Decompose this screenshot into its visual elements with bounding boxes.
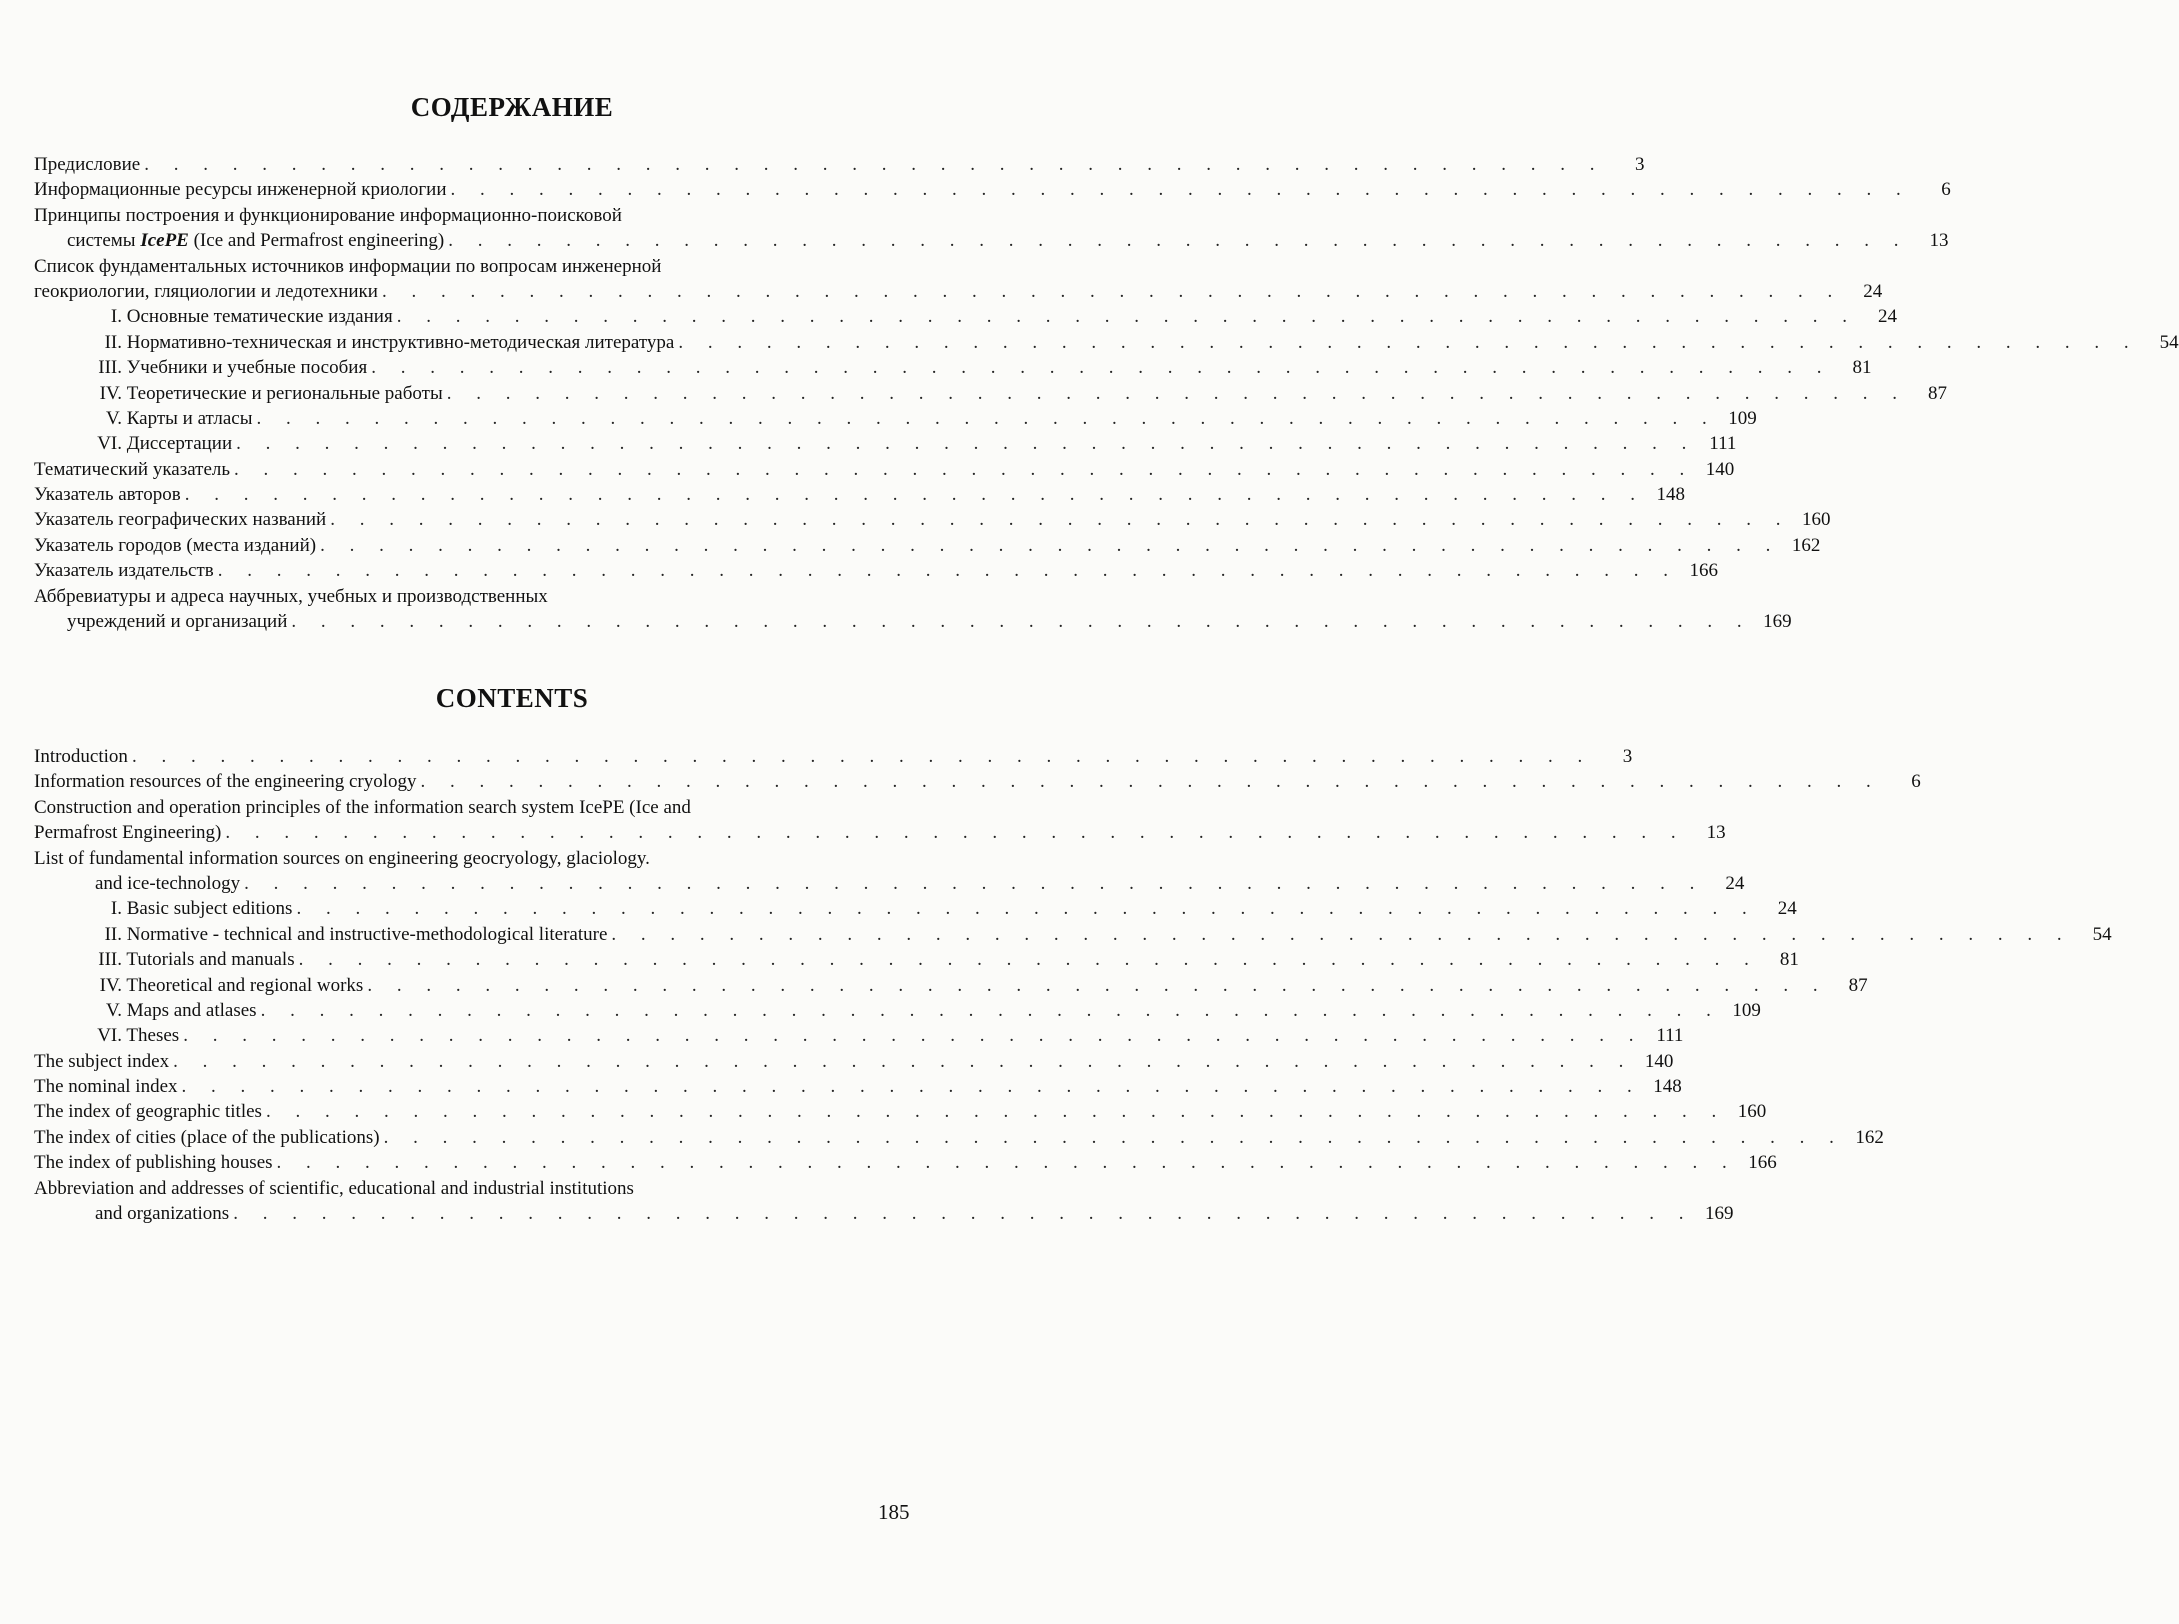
toc-entry-text: Учебники и учебные пособия [126,357,368,379]
toc-entry [34,1049,1674,1074]
toc-entry-text: Основные тематические издания [126,306,393,328]
toc-entry-title: List of fundamental information sources on engineering geocryology, glaciology. [34,847,650,869]
toc-entry-page: 24 [1725,872,1745,894]
toc-entry-page: 24 [1863,280,1883,302]
toc-entry [34,355,1872,380]
toc-entry-text: Theoretical and regional works [126,974,364,996]
toc-entry-page: 169 [1763,611,1792,633]
dot-leader: . . . . . . . . . . . . . . . . . . . . . . . . . . . . . . . . . . . . . . . . . . . . . . . . . . [298,949,1759,971]
dot-leader: . . . . . . . . . . . . . . . . . . . . . . . . . . . . . . . . . . . . . . . . . . . . . . . . . . [234,458,1695,480]
toc-entry-page: 109 [1728,407,1757,429]
toc-entry [34,1150,1777,1175]
dot-leader: . . . . . . . . . . . . . . . . . . . . . . . . . . . . . . . . . . . . . . . . . . . . . . . . . . [448,230,1909,252]
toc-entry-text: Теоретические и региональные работы [126,382,443,404]
toc-entry-page: 111 [1709,433,1737,455]
toc-entry-number: V. [105,999,122,1021]
toc-entry-title: The subject index [34,1050,170,1072]
toc-entry-title [95,431,232,456]
toc-entry [34,947,1799,972]
toc-entry-title: Тематический указатель [34,458,231,480]
toc-entry [34,177,1951,202]
dot-leader: . . . . . . . . . . . . . . . . . . . . . . . . . . . . . . . . . . . . . . . . . . . . . . . . . . [265,1101,1727,1123]
toc-entry-title [95,998,257,1023]
toc-entry-page: 6 [1941,179,1951,201]
toc-entry [34,558,1719,583]
dot-leader: . . . . . . . . . . . . . . . . . . . . . . . . . . . . . . . . . . . . . . . . . . . . . . . . . . [233,1203,1694,1225]
toc-entry-number: II. [104,331,122,353]
toc-entry [34,279,1883,304]
toc-entry-page: 160 [1737,1101,1767,1123]
toc-entry-title [95,330,674,355]
toc-entry [34,922,2112,947]
toc-entry [34,769,1921,794]
dot-leader: . . . . . . . . . . . . . . . . . . . . . . . . . . . . . . . . . . . . . . . . . . . . . . . . . . [256,407,1717,429]
toc-entry-title: системы IcePE (Ice and Permafrost engineering) [67,230,445,252]
dot-leader: . . . . . . . . . . . . . . . . . . . . . . . . . . . . . . . . . . . . . . . . . . . . . . . . . . [381,280,1843,302]
toc-entry-title [95,355,367,380]
table-of-contents-russian [34,152,2179,634]
dot-leader: . . . . . . . . . . . . . . . . . . . . . . . . . . . . . . . . . . . . . . . . . . . . . . . . . . [244,872,1705,894]
toc-entry [34,203,894,228]
dot-leader: . . . . . . . . . . . . . . . . . . . . . . . . . . . . . . . . . . . . . . . . . . . . . . . . . . [296,898,1757,920]
toc-entry-title [95,947,295,972]
toc-entry-title: Информационные ресурсы инженерной криологии [34,179,447,201]
dot-leader: . . . . . . . . . . . . . . . . . . . . . . . . . . . . . . . . . . . . . . . . . . . . . . . . . . [260,999,1721,1021]
toc-entry-page: 140 [1705,458,1735,480]
toc-entry [34,1176,894,1201]
toc-entry [34,1099,1767,1124]
contents-title-russian: СОДЕРЖАНИЕ [410,92,614,122]
toc-entry-number: I. [110,306,122,328]
toc-entry-title: Аббревиатуры и адреса научных, учебных и производственных [34,585,548,607]
toc-entry [34,1201,1734,1226]
toc-entry-number: VI. [97,1025,122,1047]
toc-entry-page: 54 [2092,923,2112,945]
dot-leader: . . . . . . . . . . . . . . . . . . . . . . . . . . . . . . . . . . . . . . . . . . . . . . . . . . [367,974,1828,996]
toc-entry [34,431,1737,456]
toc-entry-title: Construction and operation principles of the information search system IcePE (Ice and [34,796,691,818]
toc-entry-number: VI. [97,433,122,455]
toc-entry [34,973,1868,998]
toc-entry [34,533,1821,558]
toc-entry-number: II. [104,923,122,945]
toc-entry [34,1125,1884,1150]
toc-entry-title: Список фундаментальных источников информации по вопросам инженерной [34,255,662,277]
toc-entry-page: 3 [1634,154,1645,175]
toc-entry-title: The index of publishing houses [34,1152,273,1174]
toc-entry-page: 87 [1848,974,1868,996]
toc-entry-page: 162 [1791,534,1821,556]
toc-entry-title: Permafrost Engineering) [34,822,222,844]
toc-entry-page: 162 [1855,1126,1884,1148]
toc-entry-title: Принципы построения и функционирование информационно-поисковой [34,204,622,226]
dot-leader: . . . . . . . . . . . . . . . . . . . . . . . . . . . . . . . . . . . . . . . . . . . . . . . . . . [144,154,1605,175]
dot-leader: . . . . . . . . . . . . . . . . . . . . . . . . . . . . . . . . . . . . . . . . . . . . . . . . . . [236,433,1697,455]
toc-entry-page: 54 [2159,331,2179,353]
toc-entry-page: 169 [1704,1203,1734,1225]
dot-leader: . . . . . . . . . . . . . . . . . . . . . . . . . . . . . . . . . . . . . . . . . . . . . . . . . . [611,923,2072,945]
toc-entry-number: I. [110,898,122,920]
toc-entry-page: 13 [1929,230,1949,252]
toc-entry-title [95,973,363,998]
toc-entry-title [95,1023,179,1048]
toc-entry-title [95,406,252,431]
dot-leader: . . . . . . . . . . . . . . . . . . . . . . . . . . . . . . . . . . . . . . . . . . . . . . . . . . [678,331,2139,353]
dot-leader: . . . . . . . . . . . . . . . . . . . . . . . . . . . . . . . . . . . . . . . . . . . . . . . . . . [320,534,1781,556]
toc-entry-page: 24 [1777,898,1797,920]
dot-leader: . . . . . . . . . . . . . . . . . . . . . . . . . . . . . . . . . . . . . . . . . . . . . . . . . . [184,484,1645,506]
toc-entry-title: and organizations [95,1203,230,1225]
toc-entry-title [95,381,443,406]
toc-entry [34,744,1633,769]
toc-entry-page: 140 [1644,1050,1674,1072]
toc-entry-title: Предисловие [34,154,141,175]
toc-entry [34,406,1757,431]
toc-entry [34,228,1949,253]
toc-entry-title: Указатель издательств [34,560,214,582]
toc-entry [34,846,894,871]
dot-leader: . . . . . . . . . . . . . . . . . . . . . . . . . . . . . . . . . . . . . . . . . . . . . . . . . . [225,822,1686,844]
dot-leader: . . . . . . . . . . . . . . . . . . . . . . . . . . . . . . . . . . . . . . . . . . . . . . . . . . [383,1126,1844,1148]
dot-leader: . . . . . . . . . . . . . . . . . . . . . . . . . . . . . . . . . . . . . . . . . . . . . . . . . . [291,611,1752,633]
toc-entry-page: 81 [1852,357,1872,379]
toc-entry-number: III. [98,357,122,379]
toc-entry [34,457,1735,482]
dot-leader: . . . . . . . . . . . . . . . . . . . . . . . . . . . . . . . . . . . . . . . . . . . . . . . . . . [183,1025,1644,1047]
toc-entry-number: IV. [99,974,122,996]
dot-leader: . . . . . . . . . . . . . . . . . . . . . . . . . . . . . . . . . . . . . . . . . . . . . . . . . . [330,509,1791,531]
page-number: 185 [878,1500,910,1524]
toc-entry-title: учреждений и организаций [67,611,288,633]
toc-entry-page: 111 [1656,1025,1684,1047]
toc-entry-text: Normative - technical and instructive-methodological literature [126,923,608,945]
toc-entry-text: Карты и атласы [126,407,253,429]
toc-entry-text: Tutorials and manuals [126,949,295,971]
toc-entry-title [95,304,393,329]
toc-entry-page: 81 [1779,949,1799,971]
toc-entry-title: The nominal index [34,1076,178,1098]
toc-entry [34,507,1831,532]
toc-entry [34,152,1645,177]
toc-entry-title: Указатель географических названий [34,509,327,531]
toc-entry-page: 166 [1748,1152,1777,1174]
toc-entry-page: 3 [1622,746,1633,767]
dot-leader: . . . . . . . . . . . . . . . . . . . . . . . . . . . . . . . . . . . . . . . . . . . . . . . . . . [173,1050,1634,1072]
toc-entry [34,482,1685,507]
toc-entry-number: V. [105,407,122,429]
dot-leader: . . . . . . . . . . . . . . . . . . . . . . . . . . . . . . . . . . . . . . . . . . . . . . . . . . [420,771,1881,793]
toc-entry-text: Theses [126,1025,180,1047]
toc-entry-page: 13 [1706,822,1726,844]
toc-entry-page: 148 [1653,1076,1682,1098]
toc-entry-page: 160 [1801,509,1831,531]
dot-leader: . . . . . . . . . . . . . . . . . . . . . . . . . . . . . . . . . . . . . . . . . . . . . . . . . . [181,1076,1642,1098]
toc-entry-title [95,922,607,947]
toc-entry-title: The index of geographic titles [34,1101,262,1123]
toc-entry [34,896,1797,921]
toc-entry [34,381,1947,406]
toc-entry-title: Abbreviation and addresses of scientific, educational and industrial institutions [34,1177,634,1199]
toc-entry-page: 6 [1911,771,1921,793]
toc-entry-title: and ice-technology [95,872,241,894]
toc-entry-title: Introduction [34,746,128,767]
toc-entry-page: 166 [1689,560,1719,582]
dot-leader: . . . . . . . . . . . . . . . . . . . . . . . . . . . . . . . . . . . . . . . . . . . . . . . . . . [371,357,1832,379]
toc-entry-title [95,896,292,921]
toc-entry-text: Basic subject editions [126,898,293,920]
toc-entry-page: 109 [1732,999,1761,1021]
toc-entry [34,795,894,820]
toc-entry-number: III. [98,949,122,971]
toc-entry [34,998,1761,1023]
toc-entry [34,609,1792,634]
contents-title-english: CONTENTS [435,683,589,713]
toc-entry-title: The index of cities (place of the publications) [34,1126,380,1148]
toc-entry [34,584,894,609]
toc-entry [34,254,894,279]
dot-leader: . . . . . . . . . . . . . . . . . . . . . . . . . . . . . . . . . . . . . . . . . . . . . . . . . . [450,179,1911,201]
toc-entry-page: 87 [1927,382,1947,404]
toc-entry-text: Диссертации [126,433,233,455]
toc-entry [34,1074,1682,1099]
toc-entry-title: Information resources of the engineering cryology [34,771,417,793]
toc-entry-text: Maps and atlases [126,999,257,1021]
toc-entry-text: Нормативно-техническая и инструктивно-методическая литература [126,331,675,353]
toc-entry [34,820,1726,845]
toc-entry-number: IV. [99,382,122,404]
toc-entry [34,1023,1684,1048]
dot-leader: . . . . . . . . . . . . . . . . . . . . . . . . . . . . . . . . . . . . . . . . . . . . . . . . . . [396,306,1857,328]
toc-entry-title: Указатель городов (места изданий) [34,534,317,556]
dot-leader: . . . . . . . . . . . . . . . . . . . . . . . . . . . . . . . . . . . . . . . . . . . . . . . . . . [217,560,1679,582]
toc-entry [34,304,1897,329]
toc-entry-title: Указатель авторов [34,484,181,506]
toc-entry-page: 24 [1877,306,1897,328]
toc-entry [34,871,1745,896]
dot-leader: . . . . . . . . . . . . . . . . . . . . . . . . . . . . . . . . . . . . . . . . . . . . . . . . . . [131,746,1593,767]
toc-entry-title: геокриологии, гляциологии и ледотехники [34,280,378,302]
toc-entry-page: 148 [1656,484,1685,506]
table-of-contents-english [34,744,2112,1226]
toc-entry [34,330,2179,355]
dot-leader: . . . . . . . . . . . . . . . . . . . . . . . . . . . . . . . . . . . . . . . . . . . . . . . . . . [446,382,1907,404]
dot-leader: . . . . . . . . . . . . . . . . . . . . . . . . . . . . . . . . . . . . . . . . . . . . . . . . . . [276,1152,1737,1174]
